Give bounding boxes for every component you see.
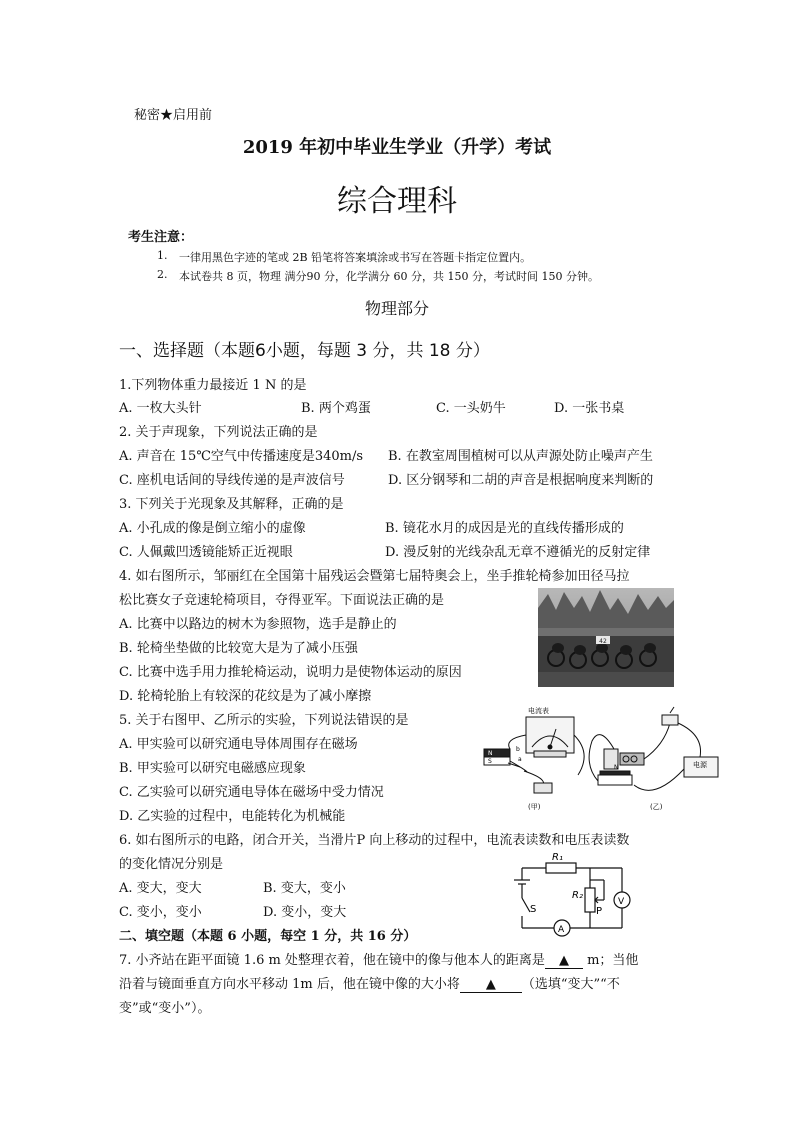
notice-heading: 考生注意： — [128, 230, 194, 245]
switch-s-label: S — [530, 904, 537, 915]
answer-blank[interactable]: ▲ — [460, 978, 522, 993]
subject-title: 综合理科 — [337, 184, 457, 219]
answer-blank[interactable]: ▲ — [545, 954, 583, 969]
r1-label: R₁ — [552, 852, 563, 863]
rail-b-label: b — [516, 746, 520, 753]
r2-label: R₂ — [572, 890, 583, 901]
option-c: C. 变小，变小 — [119, 905, 202, 920]
photo-bib-number: 42 — [599, 638, 607, 645]
question-text: （选填“变大”“不 — [521, 977, 620, 992]
question-line2 — [119, 973, 620, 993]
magnet-n-label: N — [488, 750, 493, 757]
option-c: C. 一头奶牛 — [436, 401, 506, 416]
ammeter-a-label: A — [558, 925, 565, 935]
rail-a-label: a — [518, 756, 522, 763]
electromagnetism-experiment-figure — [474, 705, 728, 815]
option-d: D. 变小，变大 — [263, 905, 347, 920]
option-a: A. 小孔成的像是倒立缩小的虚像 — [119, 521, 306, 536]
slider-p-label: P — [596, 906, 603, 917]
option-c: C. 座机电话间的导线传递的是声波信号 — [119, 473, 345, 488]
option-d: D. 一张书桌 — [554, 401, 625, 416]
notice-item-text: 本试卷共 8 页，物理 满分90 分，化学满分 60 分，共 150 分，考试时间 150 分钟。 — [179, 270, 599, 283]
question-text: m；当他 — [582, 953, 639, 968]
option-d: D. 区分钢琴和二胡的声音是根据响度来判断的 — [388, 473, 654, 488]
notice-item-text: 一律用黑色字迹的笔或 2B 铅笔将答案填涂或书写在答题卡指定位置内。 — [179, 251, 532, 264]
figure-jia-caption: (甲) — [528, 803, 541, 811]
notice-item-num: 1. — [157, 249, 168, 262]
option-c: C. 人佩戴凹透镜能矫正近视眼 — [119, 545, 293, 560]
option-c: C. 比赛中选手用力推轮椅运动，说明力是使物体运动的原因 — [119, 665, 462, 680]
question-stem: 2. 关于声现象，下列说法正确的是 — [119, 425, 318, 440]
circuit-diagram — [510, 850, 640, 940]
question-stem: 5. 关于右图甲、乙所示的实验，下列说法错误的是 — [119, 713, 409, 728]
secret-label: 秘密★启用前 — [134, 108, 213, 123]
option-d: D. 轮椅轮胎上有较深的花纹是为了减小摩擦 — [119, 689, 372, 704]
question-stem-line2: 松比赛女子竞速轮椅项目，夺得亚军。下面说法正确的是 — [119, 593, 445, 608]
question-stem-line1: 6. 如右图所示的电路，闭合开关，当滑片P 向上移动的过程中，电流表读数和电压表读数 — [119, 833, 630, 848]
question-line3: 变”或“变小”）。 — [119, 1001, 211, 1016]
question-text: 沿着与镜面垂直方向水平移动 1m 后，他在镜中像的大小将 — [119, 977, 460, 992]
option-a: A. 声音在 15℃空气中传播速度是340m/s — [119, 449, 364, 464]
question-text: 7. 小齐站在距平面镜 1.6 m 处整理衣着，他在镜中的像与他本人的距离是 — [119, 953, 545, 968]
section-title: 一、选择题（本题6小题，每题 3 分，共 18 分） — [119, 341, 490, 361]
power-supply-label: 电源 — [693, 761, 707, 769]
option-c: C. 乙实验可以研究通电导体在磁场中受力情况 — [119, 785, 384, 800]
option-d: D. 漫反射的光线杂乱无章不遵循光的反射定律 — [385, 545, 651, 560]
voltmeter-v-label: V — [618, 897, 625, 907]
option-b: B. 轮椅坐垫做的比较宽大是为了减小压强 — [119, 641, 358, 656]
option-a: A. 一枚大头针 — [119, 401, 202, 416]
magnet-s-label: S — [488, 758, 492, 765]
question-stem-line2: 的变化情况分别是 — [119, 857, 224, 872]
option-b: B. 变大，变小 — [263, 881, 346, 896]
option-a: A. 比赛中以路边的树木为参照物，选手是静止的 — [119, 617, 397, 632]
question-stem-line1: 4. 如右图所示，邹丽红在全国第十届残运会暨第七届特奥会上，坐手推轮椅参加田径马拉 — [119, 569, 630, 584]
option-b: B. 镜花水月的成因是光的直线传播形成的 — [385, 521, 624, 536]
physics-heading: 物理部分 — [364, 299, 429, 318]
option-b: B. 在教室周围植树可以从声源处防止噪声产生 — [388, 449, 653, 464]
magnet2-n-label: N — [614, 764, 619, 771]
option-a: A. 甲实验可以研究通电导体周围存在磁场 — [119, 737, 358, 752]
option-b: B. 两个鸡蛋 — [301, 401, 371, 416]
exam-title: 2019 年初中毕业生学业（升学）考试 — [242, 137, 552, 158]
notice-item-num: 2. — [157, 268, 168, 281]
ammeter-label: 电流表 — [528, 707, 549, 715]
option-d: D. 乙实验的过程中，电能转化为机械能 — [119, 809, 346, 824]
section-title: 二、填空题（本题 6 小题，每空 1 分，共 16 分） — [119, 929, 417, 944]
option-a: A. 变大，变大 — [119, 881, 202, 896]
figure-yi-caption: (乙) — [650, 803, 663, 811]
question-line1 — [119, 949, 638, 969]
option-b: B. 甲实验可以研究电磁感应现象 — [119, 761, 306, 776]
wheelchair-race-photo — [538, 588, 674, 687]
question-stem: 1.下列物体重力最接近 1 N 的是 — [119, 378, 307, 393]
question-stem: 3. 下列关于光现象及其解释，正确的是 — [119, 497, 344, 512]
